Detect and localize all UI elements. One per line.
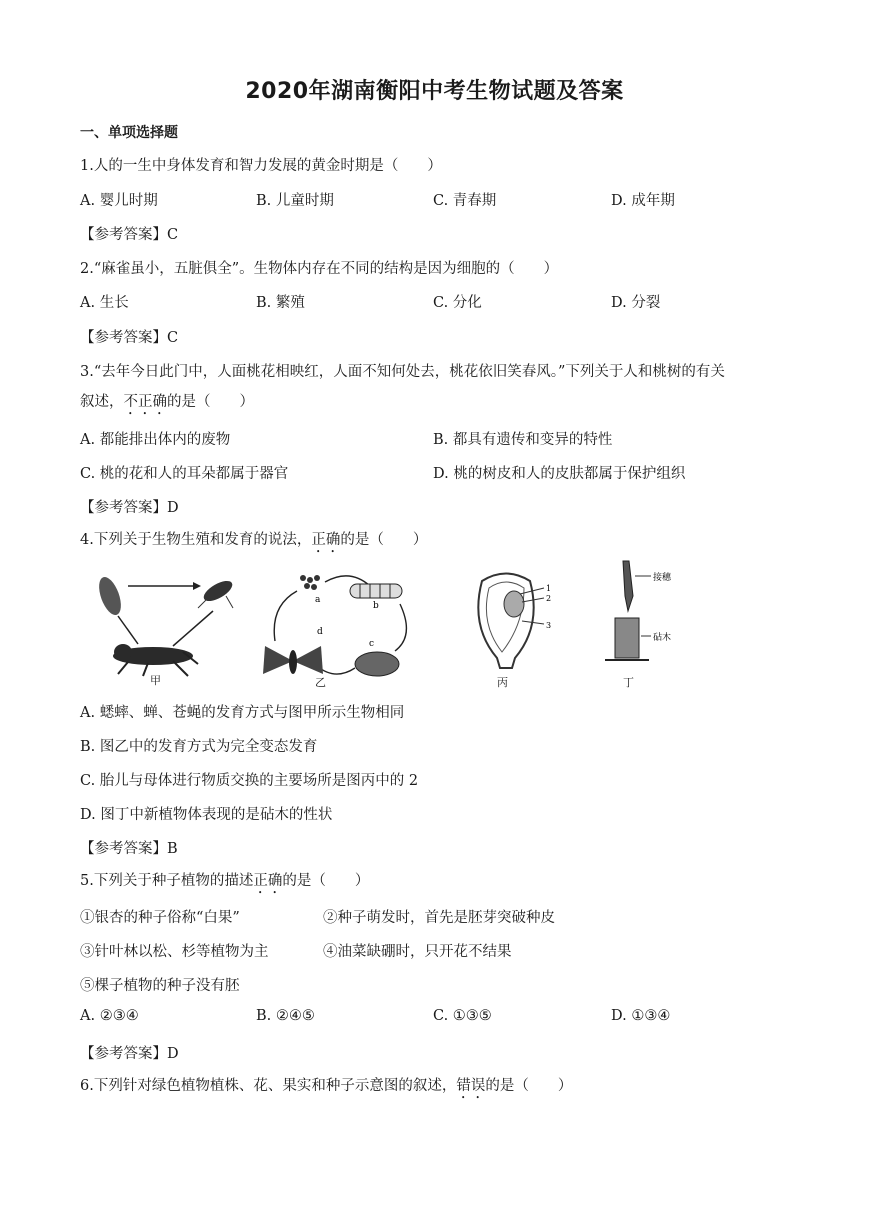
emphasis-text: 错误	[456, 1078, 486, 1094]
question-3-option-b: B. 都具有遗传和变异的特性	[433, 432, 613, 448]
question-1-answer	[80, 223, 178, 244]
stem-text: 的是（ ）	[485, 1078, 573, 1094]
uterus-outline	[478, 574, 533, 669]
question-1-option-b: B. 儿童时期	[256, 193, 334, 209]
egg-cluster	[300, 575, 320, 590]
figure-bing-drawing	[462, 566, 582, 686]
question-2-option-d: D. 分裂	[611, 295, 661, 311]
figure-ding	[595, 556, 695, 689]
label-d: d	[317, 627, 323, 637]
question-4-stem	[80, 528, 427, 556]
question-3-answer	[80, 496, 179, 517]
nymph-shape	[198, 577, 235, 608]
question-1-option-d: D. 成年期	[611, 193, 675, 209]
stem-text: 叙述，	[80, 394, 124, 410]
answer-prefix: 【参考答案】	[80, 500, 167, 516]
question-5-option-c: C. ①③⑤	[433, 1008, 492, 1024]
answer-prefix: 【参考答案】	[80, 227, 167, 243]
page-title: 2020年湖南衡阳中考生物试题及答案	[245, 79, 624, 104]
answer-prefix: 【参考答案】	[80, 841, 167, 857]
scion-shape	[623, 561, 633, 611]
question-4-option-a: A. 蟋蟀、蝉、苍蝇的发育方式与图甲所示生物相同	[80, 705, 405, 721]
stem-text: 6.下列针对绿色植物植株、花、果实和种子示意图的叙述，	[80, 1078, 457, 1094]
question-4-option-b: B. 图乙中的发育方式为完全变态发育	[80, 739, 318, 755]
stem-text: 5.下列关于种子植物的描述	[80, 873, 254, 889]
label-c: c	[369, 639, 375, 649]
figure-jia	[88, 566, 248, 686]
stock-shape	[615, 618, 639, 658]
question-5-option-a: A. ②③④	[80, 1008, 139, 1024]
moth-shape	[263, 646, 323, 674]
label-stock: 砧木	[653, 633, 672, 643]
larva-shape	[350, 584, 402, 598]
figure-bing	[462, 566, 582, 689]
label-2: 2	[546, 594, 552, 603]
stem-text: 的是（ ）	[282, 873, 370, 889]
arrow-line	[274, 591, 297, 641]
stem-text: 的是（ ）	[340, 532, 428, 548]
label-a: a	[315, 595, 321, 605]
answer-value: D	[167, 500, 179, 516]
stem-text: 4.下列关于生物生殖和发育的说法，	[80, 532, 312, 548]
question-5-option-d: D. ①③④	[611, 1008, 671, 1024]
egg-shape	[95, 574, 126, 618]
figure-caption: 甲	[150, 674, 161, 687]
question-3-option-d: D. 桃的树皮和人的皮肤都属于保护组织	[433, 466, 686, 482]
question-4-option-d: D. 图丁中新植物体表现的是砧木的性状	[80, 807, 333, 823]
pupa-shape	[355, 652, 399, 676]
label-1: 1	[546, 584, 552, 593]
emphasis-text: 正确	[253, 873, 283, 889]
question-2-option-b: B. 繁殖	[256, 295, 305, 311]
figure-caption: 丙	[497, 676, 508, 689]
emphasis-text: 正确	[311, 532, 341, 548]
answer-value: C	[167, 227, 179, 243]
question-5-answer	[80, 1042, 179, 1063]
question-3-stem-line2	[80, 390, 254, 418]
answer-value: B	[167, 841, 178, 857]
question-5-statement-1: ①银杏的种子俗称“白果”	[80, 910, 240, 926]
question-6-stem	[80, 1074, 572, 1102]
answer-value: D	[167, 1046, 179, 1062]
question-2-stem: 2.“麻雀虽小，五脏俱全”。生物体内存在不同的结构是因为细胞的（ ）	[80, 261, 559, 277]
question-3-option-a: A. 都能排出体内的废物	[80, 432, 231, 448]
section-heading: 一、单项选择题	[80, 125, 178, 141]
fetus-shape	[504, 591, 524, 617]
figure-caption: 乙	[315, 676, 326, 689]
question-1-option-a: A. 婴儿时期	[80, 193, 158, 209]
question-2-answer	[80, 326, 178, 347]
answer-prefix: 【参考答案】	[80, 1046, 167, 1062]
question-2-option-a: A. 生长	[80, 295, 129, 311]
figure-jia-drawing	[88, 566, 248, 686]
label-b: b	[373, 601, 379, 611]
question-5-statement-3: ③针叶林以松、杉等植物为主	[80, 944, 269, 960]
question-5-statement-2: ②种子萌发时，首先是胚芽突破种皮	[323, 910, 555, 926]
answer-value: C	[167, 330, 179, 346]
question-5-stem	[80, 869, 369, 897]
arrow-line	[173, 611, 213, 646]
arrow-line	[118, 616, 138, 644]
question-2-option-c: C. 分化	[433, 295, 482, 311]
label-scion: 接穗	[653, 573, 672, 583]
figure-yi	[255, 566, 415, 689]
question-5-statement-4: ④油菜缺硼时，只开花不结果	[323, 944, 512, 960]
figure-caption: 丁	[623, 676, 634, 689]
question-4-answer	[80, 837, 178, 858]
stem-text: 的是（ ）	[167, 394, 254, 410]
question-5-option-b: B. ②④⑤	[256, 1008, 315, 1024]
question-4-option-c: C. 胎儿与母体进行物质交换的主要场所是图丙中的 2	[80, 773, 419, 789]
figure-yi-drawing	[255, 566, 415, 686]
figure-ding-drawing	[595, 556, 695, 671]
question-5-statement-5: ⑤棵子植物的种子没有胚	[80, 978, 240, 994]
label-3: 3	[546, 621, 552, 630]
emphasis-text: 不正确	[123, 394, 167, 410]
answer-prefix: 【参考答案】	[80, 330, 167, 346]
question-1-option-c: C. 青春期	[433, 193, 497, 209]
arrow-line	[395, 604, 406, 651]
question-1-stem: 1.人的一生中身体发育和智力发展的黄金时期是（ ）	[80, 158, 442, 174]
arrow-head	[193, 582, 201, 590]
question-3-stem-line1: 3.“去年今日此门中，人面桃花相映红，人面不知何处去，桃花依旧笑春风。”下列关于人和桃树的有关	[80, 364, 725, 380]
question-3-option-c: C. 桃的花和人的耳朵都属于器官	[80, 466, 289, 482]
